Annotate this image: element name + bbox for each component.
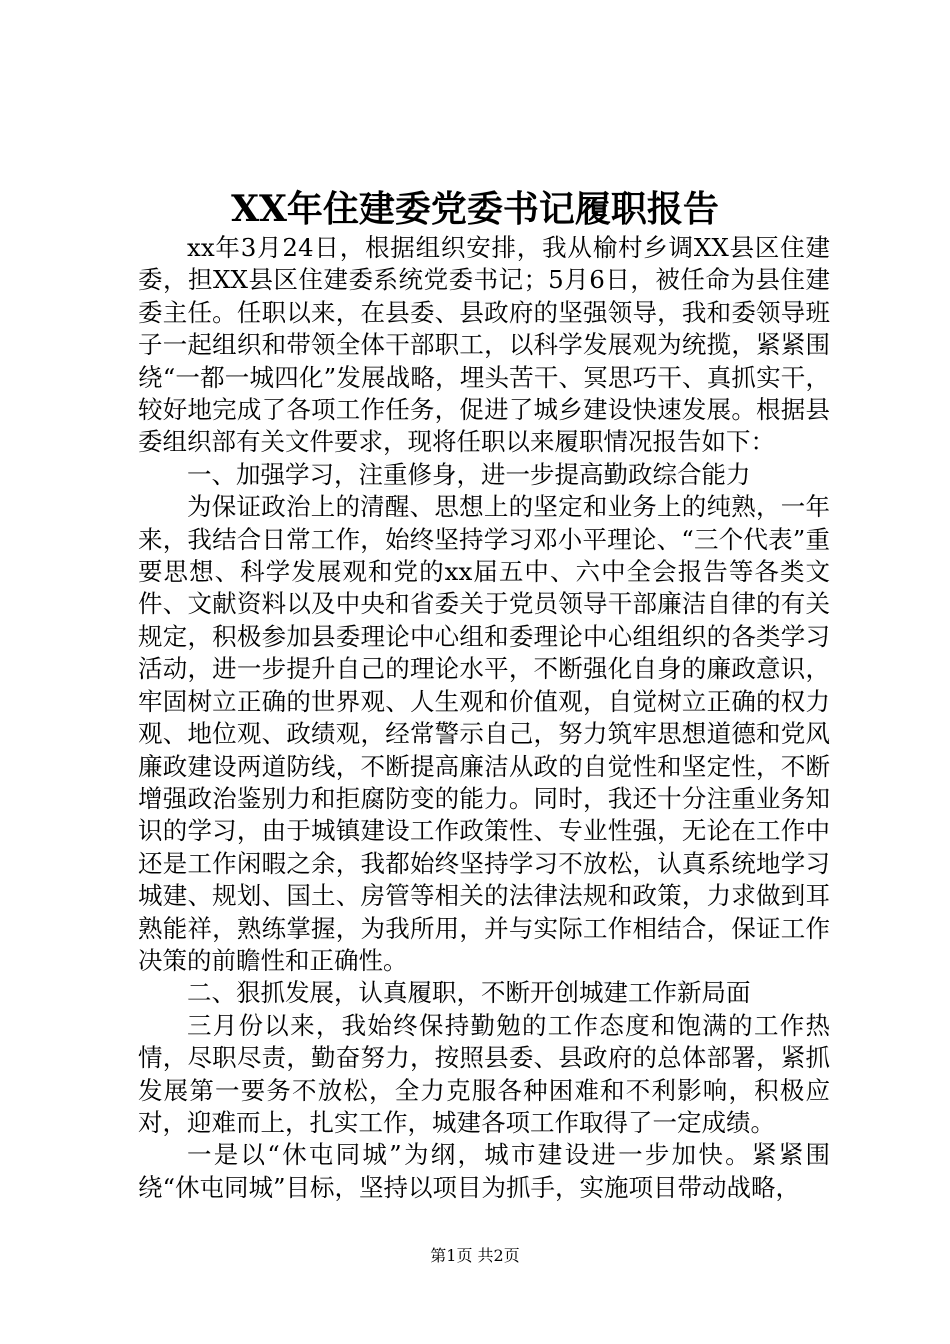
paragraph-city-construction: 一是以“休屯同城”为纲，城市建设进一步加快。紧紧围绕“休屯同城”目标，坚持以项目为抓手，实施项目带动战略， bbox=[138, 1140, 830, 1202]
page-footer: 第1页 共2页 bbox=[430, 1246, 520, 1265]
paragraph-development: 三月份以来，我始终保持勤勉的工作态度和饱满的工作热情，尽职尽责，勤奋努力，按照县委、县政府的总体部署，紧抓发展第一要务不放松，全力克服各种困难和不利影响，积极应对，迎难而上，扎实工作，城建各项工作取得了一定成绩。 bbox=[138, 1010, 830, 1137]
paragraph-intro: xx年3月24日，根据组织安排，我从榆村乡调XX县区住建委，担XX县区住建委系统党委书记；5月6日，被任命为县住建委主任。任职以来，在县委、县政府的坚强领导，我和委领导班子一起组织和带领全体干部职工，以科学发展观为统揽，紧紧围绕“一都一城四化”发展战略，埋头苦干、冥思巧干、真抓实干，较好地完成了各项工作任务，促进了城乡建设快速发展。根据县委组织部有关文件要求，现将任职以来履职情况报告如下： bbox=[138, 233, 830, 457]
document-body bbox=[138, 232, 830, 1204]
section-heading-2: 二、狠抓发展，认真履职，不断开创城建工作新局面 bbox=[187, 978, 751, 1008]
section-heading-1: 一、加强学习，注重修身，进一步提高勤政综合能力 bbox=[187, 459, 751, 489]
document-title: XX年住建委党委书记履职报告 bbox=[231, 188, 719, 230]
paragraph-study: 为保证政治上的清醒、思想上的坚定和业务上的纯熟，一年来，我结合日常工作，始终坚持学习邓小平理论、“三个代表”重要思想、科学发展观和党的xx届五中、六中全会报告等各类文件、文献资料以及中央和省委关于党员领导干部廉洁自律的有关规定，积极参加县委理论中心组和委理论中心组组织的各类学习活动，进一步提升自己的理论水平，不断强化自身的廉政意识，牢固树立正确的世界观、人生观和价值观，自觉树立正确的权力观、地位观、政绩观，经常警示自己，努力筑牢思想道德和党风廉政建设两道防线，不断提高廉洁从政的自觉性和坚定性，不断增强政治鉴别力和拒腐防变的能力。同时，我还十分注重业务知识的学习，由于城镇建设工作政策性、专业性强，无论在工作中还是工作闲暇之余，我都始终坚持学习不放松，认真系统地学习城建、规划、国土、房管等相关的法律法规和政策，力求做到耳熟能祥，熟练掌握，为我所用，并与实际工作相结合，保证工作决策的前瞻性和正确性。 bbox=[138, 492, 830, 975]
